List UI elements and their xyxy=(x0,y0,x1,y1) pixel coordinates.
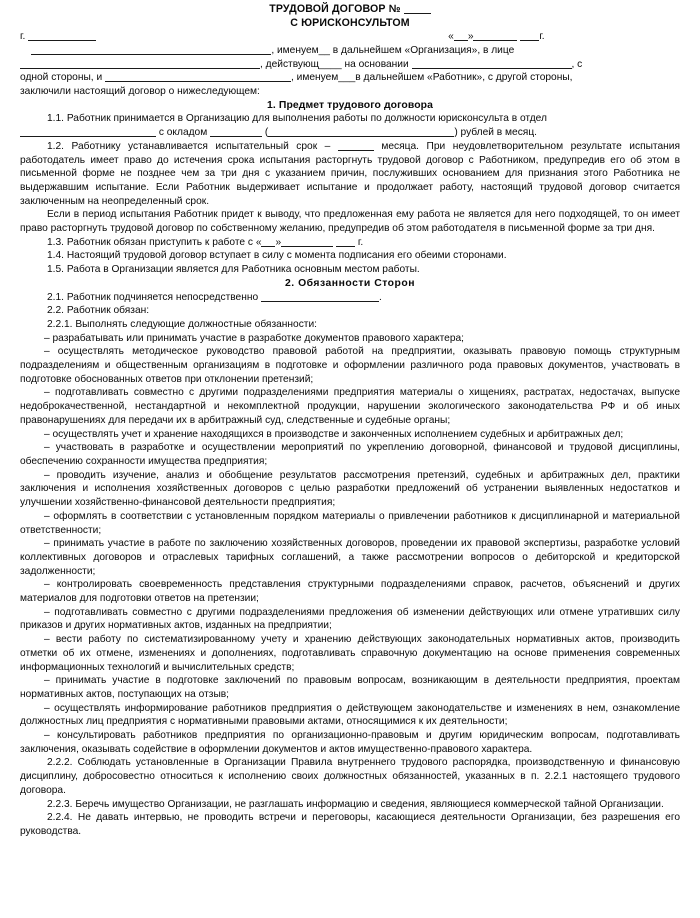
document-title-line-2: С ЮРИСКОНСУЛЬТОМ xyxy=(290,16,410,29)
city-label: г. xyxy=(20,31,29,43)
duty-item: – консультировать работников предприятия по организационно-правовым и другим юридическим вопросам, подготавливать заключения, оказывать содействие в оформлении документов и актов имущественно-правового характера. xyxy=(20,730,680,755)
duty-item: – вести работу по систематизированному учету и хранению действующих законодательных нормативных актов, производить отметки об их отмене, изменениях и дополнениях, подготавливать справочную документацию на основе применения современных информационных технологий и вычислительных средств; xyxy=(20,634,680,673)
date-month-blank xyxy=(473,32,517,41)
clause-1-2-head: 1.2. Работнику устанавливается испытательный срок – xyxy=(47,140,331,152)
clause-1-2-tail: месяца. При неудовлетворительном результате испытания работодатель имеет право до истечения срока испытания расторгнуть трудовой договор с Работником, предупредив его об этом в письменной форме не позднее чем за три дня с указанием причин, послуживших основанием для признания этого Работника не выдержавшим испытание. Если Работник выдерживает испытание и продолжает работу, настоящий трудовой договор считается заключенным на неопределенный срок. xyxy=(20,140,680,207)
duties-list xyxy=(20,332,680,757)
clause-2-2-2: 2.2.2. Соблюдать установленные в Организации Правила внутреннего трудового распорядка, производственную и финансовую дисциплину, добросовестно относиться к исполнению своих должностных обязанностей, указанных в п. 2.2.1 настоящего трудового договора. xyxy=(20,757,680,796)
clause-1-3-quote-close: » xyxy=(275,236,282,248)
start-year-blank xyxy=(336,238,355,247)
clause-probation-note: Если в период испытания Работник придет к выводу, что предложенная ему работа не является для него подходящей, то он имеет право расторгнуть трудовой договор по собственному желанию, предупредив об этом работодателя в письменной форме за три дня. xyxy=(20,209,680,235)
preamble-line-3-head: одной стороны, и xyxy=(20,72,103,84)
representative-blank xyxy=(20,60,260,69)
clause-1-3-head: 1.3. Работник обязан приступить к работе с xyxy=(47,236,253,248)
supervisor-blank xyxy=(261,293,379,302)
clause-1-5: 1.5. Работа в Организации является для Работника основным местом работы. xyxy=(47,264,420,276)
clause-1-2 xyxy=(20,140,680,209)
city-blank xyxy=(28,32,96,41)
document-title-line-1 xyxy=(20,3,680,17)
preamble-line-1-text: , именуем__ в дальнейшем «Организация», в лице xyxy=(271,44,515,56)
document-title-text: ТРУДОВОЙ ДОГОВОР № xyxy=(269,3,404,15)
salary-figure-blank xyxy=(210,128,262,137)
start-day-blank xyxy=(261,238,275,247)
preamble-line-2-tail: , с xyxy=(571,58,583,70)
clause-2-2-1: 2.2.1. Выполнять следующие должностные обязанности: xyxy=(47,318,317,330)
duty-item: – оформлять в соответствии с установленным порядком материалы о привлечении работников к дисциплинарной и материальной ответственности; xyxy=(20,510,680,536)
duty-item: – участвовать в разработке и осуществлении мероприятий по укреплению договорной, финансовой и трудовой дисциплины, обеспечению сохранности имущества предприятия; xyxy=(20,442,680,467)
duty-item: – подготавливать совместно с другими подразделениями предложения об изменении действующих или отмене утративших силу приказов и других нормативных актов, изданных на предприятии; xyxy=(20,606,680,632)
preamble-line-3-tail: , именуем___в дальнейшем «Работник», с другой стороны, xyxy=(291,72,573,84)
basis-blank xyxy=(412,60,572,69)
clause-2-2-3: 2.2.3. Беречь имущество Организации, не разглашать информацию и сведения, являющиеся коммерческой тайной Организации. xyxy=(47,798,664,810)
date-field xyxy=(448,30,545,44)
probation-months-blank xyxy=(338,142,374,151)
salary-words-blank xyxy=(268,128,454,137)
start-month-blank xyxy=(281,238,333,247)
date-year-suffix: г. xyxy=(539,31,545,43)
clause-2-2: 2.2. Работник обязан: xyxy=(47,305,150,317)
duty-item: – контролировать своевременность представления структурными подразделениями справок, расчетов, объяснений и других материалов для подготовки ответов на претензии; xyxy=(20,579,680,605)
title-number-blank xyxy=(404,5,431,14)
clause-1-3-tail: г. xyxy=(357,236,364,248)
date-day-blank xyxy=(454,32,468,41)
date-year-blank xyxy=(520,32,539,41)
preamble-line-3 xyxy=(20,71,680,85)
duty-item: – осуществлять информирование работников предприятия о действующем законодательстве и изменениях в нем, ознакомление должностных лиц предприятия с нормативными правовыми актами, относящимися к их деятельности; xyxy=(20,702,680,728)
duty-item: – принимать участие в работе по заключению хозяйственных договоров, проведении их правовой экспертизы, разработке условий коллективных договоров и отраслевых тарифных соглашений, а также рассмотрении вопросов о дебиторской и кредиторской задолженности; xyxy=(20,538,680,577)
clause-1-3-quote-open: « xyxy=(255,236,262,248)
date-quote-close: » xyxy=(467,31,474,43)
duty-item: – проводить изучение, анализ и обобщение результатов рассмотрения претензий, судебных и арбитражных дел, практики заключения и исполнения хозяйственных договоров с целью разработки предложений об устранении выявленных недостатков и улучшении хозяйственно-финансовой деятельности предприятия; xyxy=(20,469,680,509)
preamble-line-1 xyxy=(20,44,680,58)
clause-1-1 xyxy=(20,112,680,126)
clause-1-4: 1.4. Настоящий трудовой договор вступает в силу с момента подписания его обеими сторонами. xyxy=(47,250,507,262)
duty-item: – осуществлять методическое руководство правовой работой на предприятии, оказывать правовую помощь структурным подразделениям и общественным организациям в подготовке и оформлении различного рода правовых документов, участвовать в подготовке обоснованных ответов при отклонении претензий; xyxy=(20,346,680,385)
duty-item: – осуществлять учет и хранение находящихся в производстве и законченных исполнением судебных и арбитражных дел; xyxy=(44,428,624,440)
preamble-line-4: заключили настоящий договор о нижеследующем: xyxy=(20,86,260,97)
clause-2-1 xyxy=(20,291,680,305)
date-quote-open: « xyxy=(448,31,454,43)
duty-item: – принимать участие в подготовке заключений по правовым вопросам, возникающим в деятельности предприятия, проектам нормативных актов, поступающих на отзыв; xyxy=(20,675,680,700)
clause-1-3 xyxy=(20,236,680,250)
duty-item: – разрабатывать или принимать участие в разработке документов правового характера; xyxy=(44,332,464,344)
organization-name-blank xyxy=(31,46,271,55)
city-field xyxy=(20,30,96,44)
duty-item: – подготавливать совместно с другими подразделениями предприятия материалы о хищениях, растратах, недостачах, выпуске недоброкачественной, нестандартной и некомплектной продукции, нарушении экологического законодательства РФ и об иных правонарушениях для передачи их в арбитражный суд, следственные и судебные органы; xyxy=(20,387,680,426)
preamble-line-2-mid: , действующ____ на основании xyxy=(260,58,409,70)
clause-1-1-tail: ) рублей в месяц. xyxy=(454,127,537,139)
section-2-heading: 2. Обязанности Сторон xyxy=(285,277,415,289)
employee-name-blank xyxy=(105,73,291,82)
clause-1-1-blanks: с окладом ( ) рублей в месяц. xyxy=(20,126,680,140)
clause-2-1-tail: . xyxy=(378,291,382,303)
preamble-line-2 xyxy=(20,58,680,72)
clause-2-1-head: 2.1. Работник подчиняется непосредственно xyxy=(47,291,259,303)
clause-2-2-4: 2.2.4. Не давать интервью, не проводить встречи и переговоры, касающиеся деятельности Организации, без разрешения его руководства. xyxy=(20,812,680,837)
section-1-heading: 1. Предмет трудового договора xyxy=(267,99,433,111)
clause-1-1-text: 1.1. Работник принимается в Организацию для выполнения работы по должности юрисконсульта в отдел xyxy=(47,113,547,125)
city-date-row xyxy=(20,30,680,44)
clause-1-1-salary-label: с окладом xyxy=(158,127,208,139)
department-blank xyxy=(20,128,156,137)
